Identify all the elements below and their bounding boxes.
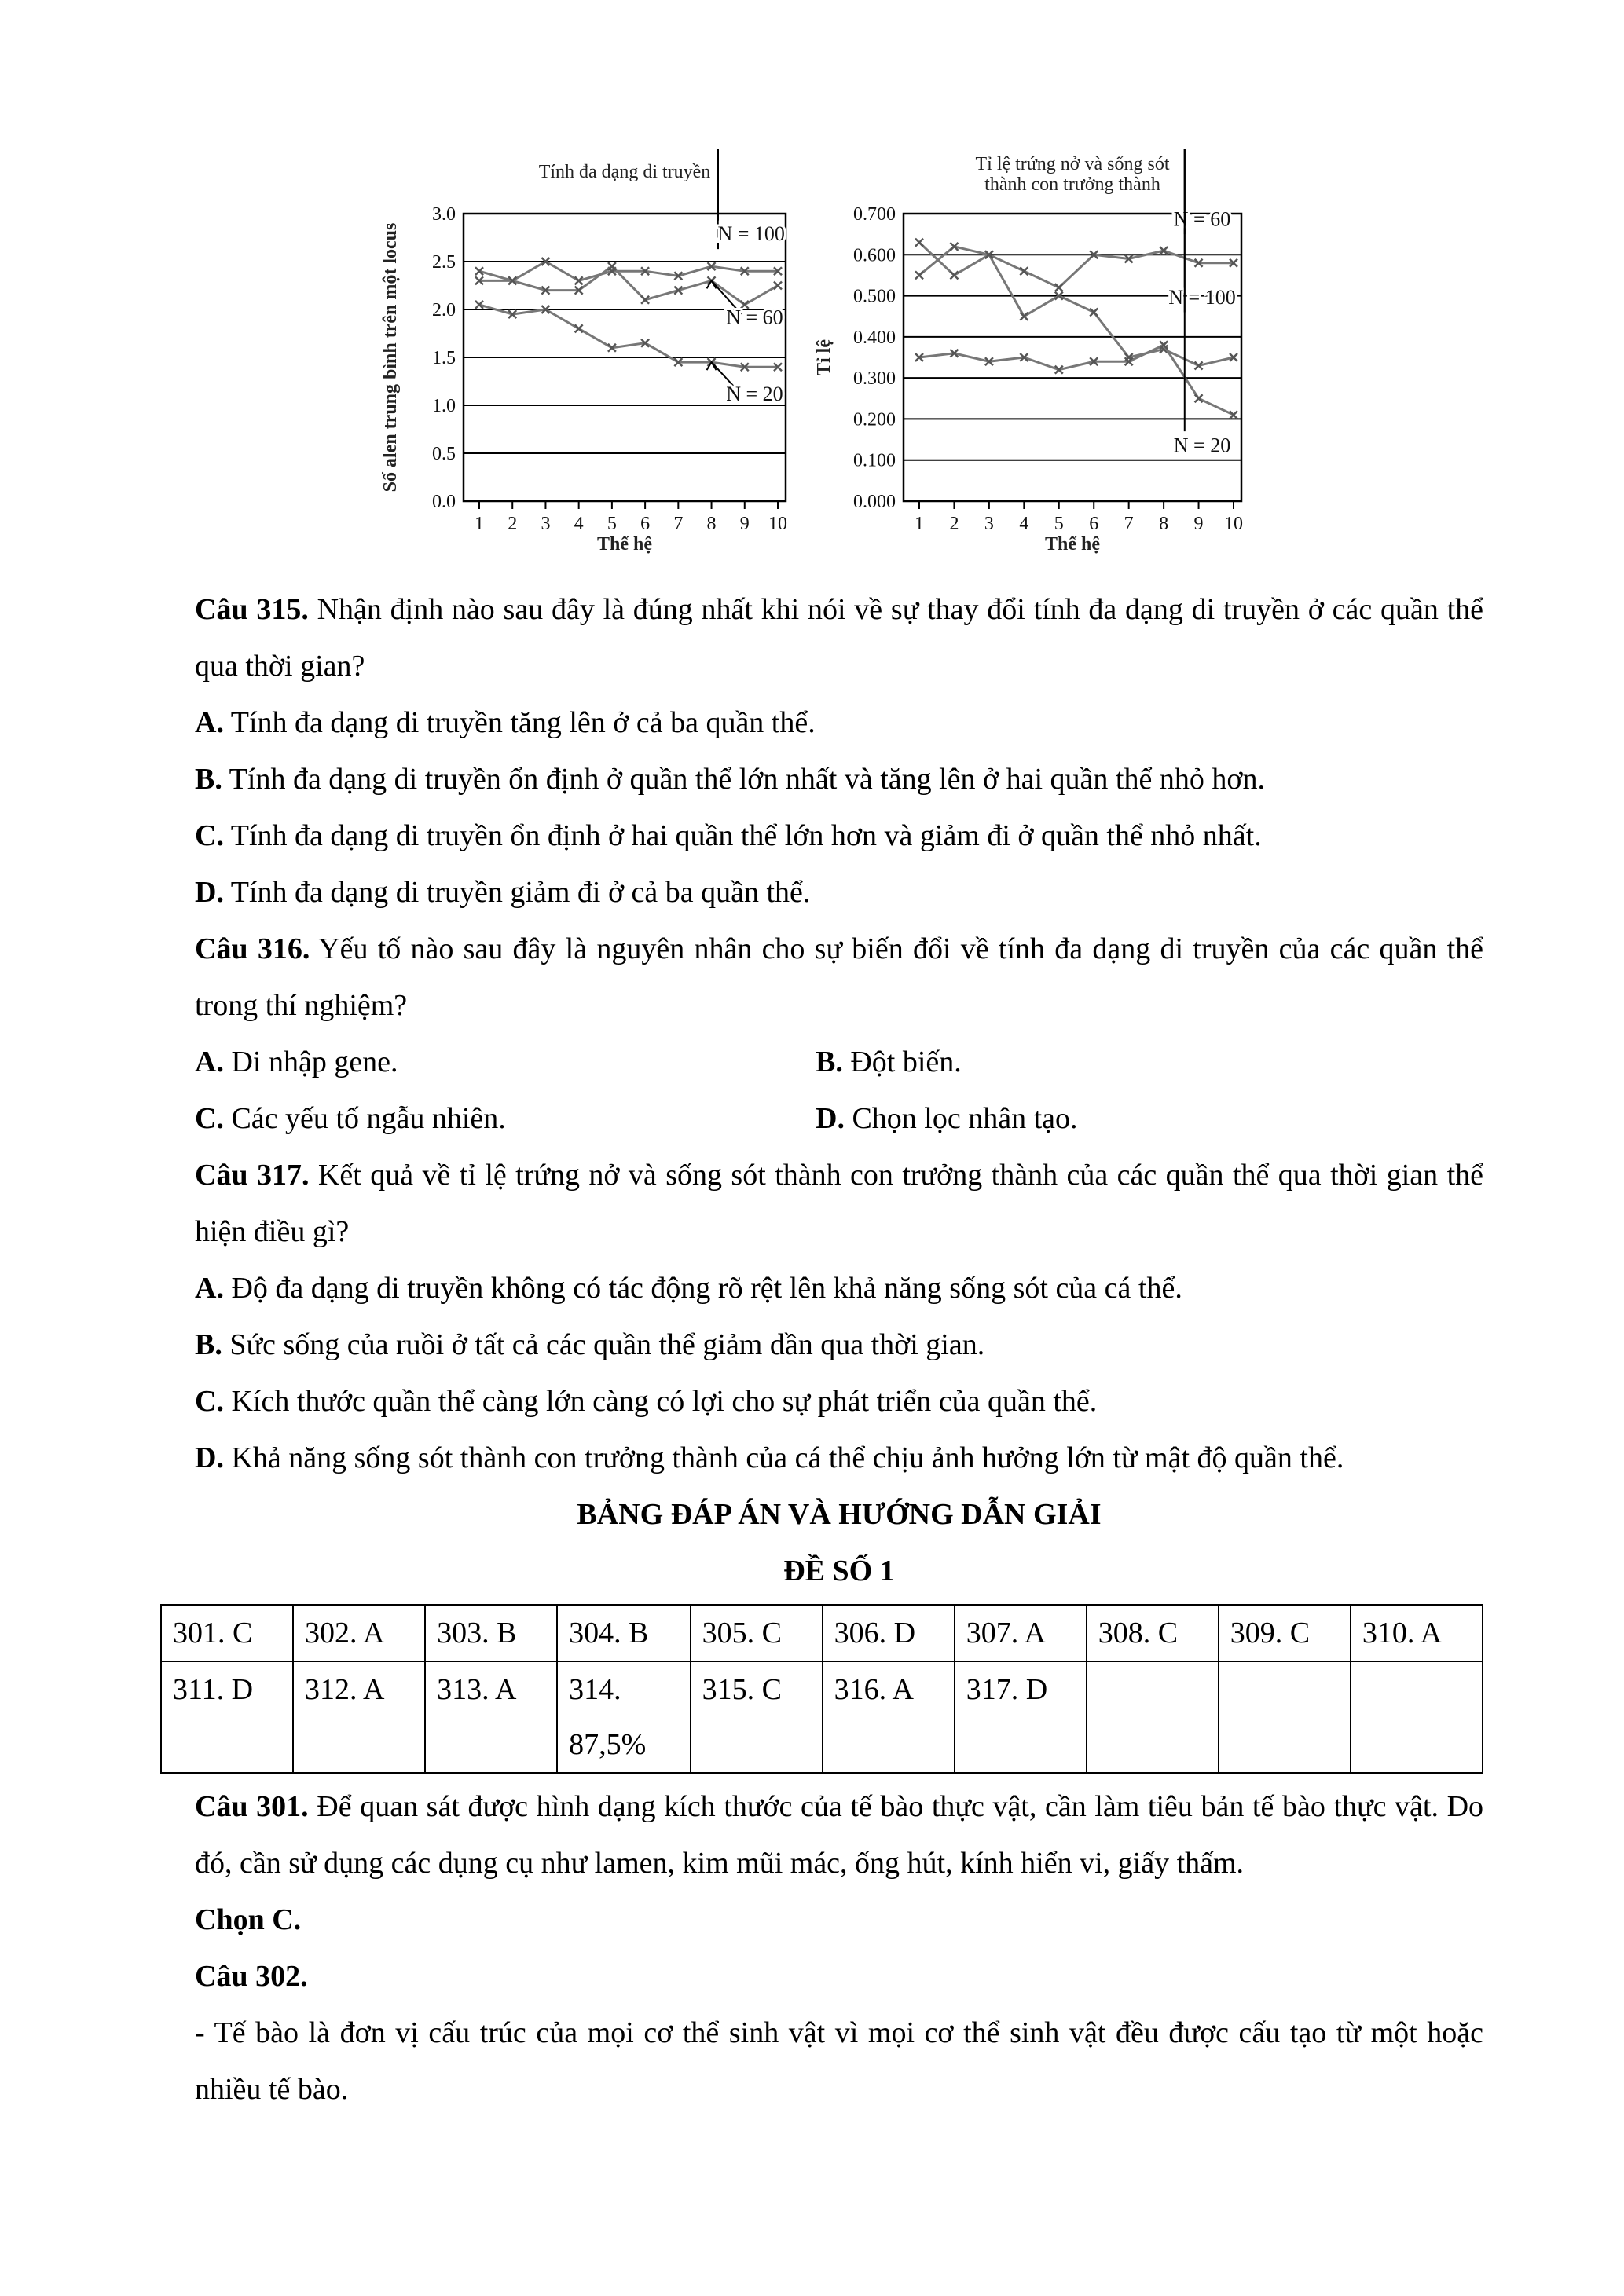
answer-cell: 312. A — [293, 1661, 425, 1773]
option-d — [195, 864, 1483, 921]
x-tick-label: 7 — [673, 514, 684, 534]
x-tick-label: 8 — [1159, 514, 1169, 534]
data-point — [915, 271, 923, 279]
option-key: A. — [195, 706, 224, 739]
solution-302 — [195, 1948, 1483, 2005]
y-tick-label: 0.500 — [853, 286, 896, 307]
option-c — [195, 807, 1483, 864]
answer-row — [161, 1661, 1483, 1773]
x-axis-label: Thế hệ — [596, 534, 653, 555]
option-b — [195, 751, 1483, 807]
y-tick-label: 2.5 — [432, 252, 456, 273]
answer-cell: 302. A — [293, 1605, 425, 1661]
options-row-cd — [195, 1090, 1483, 1147]
option-text: Các yếu tố ngẫu nhiên. — [223, 1102, 506, 1135]
y-axis-label: Số alen trung bình trên một locus — [380, 222, 401, 493]
option-key: C. — [195, 1385, 224, 1418]
question-content — [173, 581, 1484, 2118]
answer-cell: 316. A — [823, 1661, 955, 1773]
y-tick-label: 0.200 — [853, 409, 896, 430]
x-tick-label: 3 — [541, 514, 551, 534]
x-tick-label: 1 — [475, 514, 484, 534]
x-tick-label: 3 — [984, 514, 994, 534]
choice-label: Chọn C. — [195, 1903, 302, 1936]
x-tick-label: 10 — [1224, 514, 1243, 534]
data-point — [608, 262, 616, 270]
x-tick-label: 4 — [574, 514, 584, 534]
option-c — [195, 1090, 816, 1147]
option-text: Kích thước quần thể càng lớn càng có lợi cho sự phát triển của quần thể. — [223, 1385, 1098, 1418]
answer-cell: 309. C — [1219, 1605, 1351, 1661]
option-key: D. — [195, 876, 224, 909]
survival-rate-chart — [814, 149, 1257, 573]
option-text: Sức sống của ruồi ở tất cả các quần thể giảm dần qua thời gian. — [222, 1328, 985, 1361]
option-b — [195, 1316, 1483, 1373]
option-text: Tính đa dạng di truyền giảm đi ở cả ba quần thể. — [223, 876, 811, 909]
solution-text: Để quan sát được hình dạng kích thước của tế bào thực vật, cần làm tiêu bản tế bào thực vật. Do đó, cần sử dụng các dụng cụ như lamen, kim mũi mác, ống hút, kính hiển vi, giấy thấm. — [195, 1790, 1484, 1880]
x-tick-label: 2 — [949, 514, 959, 534]
data-point — [950, 271, 958, 279]
y-tick-label: 0.5 — [432, 444, 456, 464]
question-317 — [195, 1147, 1483, 1260]
option-text: Đột biến. — [842, 1045, 962, 1078]
option-text: Tính đa dạng di truyền ổn định ở quần thể lớn nhất và tăng lên ở hai quần thể nhỏ hơn. — [222, 763, 1265, 796]
option-key: C. — [195, 819, 224, 852]
series-label: N = 100 — [1168, 286, 1236, 309]
x-tick-label: 6 — [640, 514, 651, 534]
x-tick-label: 4 — [1019, 514, 1029, 534]
answer-cell: 307. A — [955, 1605, 1087, 1661]
option-key: D. — [816, 1102, 845, 1135]
option-text: Tính đa dạng di truyền ổn định ở hai quần thể lớn hơn và giảm đi ở quần thể nhỏ nhất. — [223, 819, 1262, 852]
option-a — [195, 1260, 1483, 1316]
answer-cell: 306. D — [823, 1605, 955, 1661]
chart-title: Tỉ lệ trứng nở và sống sót — [975, 154, 1170, 174]
question-label: Câu 317. — [195, 1159, 310, 1192]
y-tick-label: 0.0 — [432, 492, 456, 512]
x-tick-label: 8 — [706, 514, 717, 534]
y-tick-label: 3.0 — [432, 204, 456, 225]
series-label: N = 100 — [717, 222, 785, 246]
option-c — [195, 1373, 1483, 1430]
option-key: D. — [195, 1441, 224, 1474]
y-tick-label: 0.100 — [853, 450, 896, 471]
option-key: C. — [195, 1102, 224, 1135]
figure-charts — [361, 149, 1257, 573]
option-key: B. — [195, 763, 222, 796]
x-tick-label: 5 — [1054, 514, 1064, 534]
x-axis-label: Thế hệ — [1044, 534, 1101, 555]
answer-cell: 317. D — [955, 1661, 1087, 1773]
answer-cell — [1087, 1661, 1219, 1773]
option-text: Độ đa dạng di truyền không có tác động rõ rệt lên khả năng sống sót của cá thể. — [223, 1272, 1182, 1305]
answer-cell: 314. 87,5% — [557, 1661, 690, 1773]
option-d — [816, 1090, 1436, 1147]
genetic-diversity-chart — [361, 149, 801, 573]
answer-cell — [1219, 1661, 1351, 1773]
y-tick-label: 0.700 — [853, 204, 896, 225]
series-line — [919, 345, 1234, 415]
answer-cell: 304. B — [557, 1605, 690, 1661]
option-key: A. — [195, 1045, 224, 1078]
solution-301 — [195, 1778, 1483, 1891]
answer-cell: 313. A — [425, 1661, 557, 1773]
x-tick-label: 2 — [508, 514, 518, 534]
data-point — [774, 282, 782, 290]
y-tick-label: 1.5 — [432, 348, 456, 368]
chart-title: thành con trưởng thành — [984, 174, 1160, 195]
series-label: N = 60 — [1173, 207, 1231, 231]
y-tick-label: 1.0 — [432, 396, 456, 416]
options-row-ab — [195, 1034, 1483, 1090]
question-text: Yếu tố nào sau đây là nguyên nhân cho sự biến đổi về tính đa dạng di truyền của các quần thể trong thí nghiệm? — [195, 932, 1483, 1022]
x-tick-label: 9 — [739, 514, 750, 534]
series-line — [479, 262, 778, 280]
question-label: Câu 316. — [195, 932, 310, 965]
option-a — [195, 694, 1483, 751]
question-text: Kết quả về tỉ lệ trứng nở và sống sót thành con trưởng thành của các quần thể qua thời gian thể hiện điều gì? — [195, 1159, 1483, 1248]
x-tick-label: 6 — [1089, 514, 1099, 534]
x-tick-label: 7 — [1124, 514, 1134, 534]
chart-title: Tính đa dạng di truyền — [538, 162, 711, 182]
option-text: Tính đa dạng di truyền tăng lên ở cả ba quần thể. — [223, 706, 816, 739]
option-key: B. — [816, 1045, 843, 1078]
solution-label: Câu 302. — [195, 1960, 308, 1993]
answer-row — [161, 1605, 1483, 1661]
solution-301-choice — [195, 1891, 1483, 1948]
answers-heading: BẢNG ĐÁP ÁN VÀ HƯỚNG DẪN GIẢI — [577, 1498, 1102, 1531]
option-key: A. — [195, 1272, 224, 1305]
answer-cell: 310. A — [1351, 1605, 1483, 1661]
answer-cell: 311. D — [161, 1661, 293, 1773]
answer-cell — [1351, 1661, 1483, 1773]
answer-cell: 305. C — [691, 1605, 823, 1661]
y-tick-label: 0.300 — [853, 368, 896, 390]
option-text: Chọn lọc nhân tạo. — [844, 1102, 1078, 1135]
question-label: Câu 315. — [195, 593, 309, 626]
answer-cell: 303. B — [425, 1605, 557, 1661]
series-label: N = 20 — [1173, 434, 1231, 457]
x-tick-label: 5 — [607, 514, 617, 534]
data-point — [915, 239, 923, 247]
x-tick-label: 9 — [1193, 514, 1204, 534]
data-point — [575, 324, 583, 332]
y-axis-label: Tỉ lệ — [814, 339, 834, 375]
answer-cell: 308. C — [1087, 1605, 1219, 1661]
option-b — [816, 1034, 1436, 1090]
series-label: N = 60 — [726, 306, 783, 329]
option-text: Di nhập gene. — [223, 1045, 398, 1078]
answer-cell: 315. C — [691, 1661, 823, 1773]
option-d — [195, 1430, 1483, 1486]
series-label: N = 20 — [726, 382, 783, 405]
answer-cell: 301. C — [161, 1605, 293, 1661]
y-tick-label: 2.0 — [432, 300, 456, 320]
plot-frame — [904, 214, 1241, 501]
answer-table — [160, 1604, 1483, 1774]
y-tick-label: 0.000 — [853, 492, 896, 512]
question-text: Nhận định nào sau đây là đúng nhất khi nói về sự thay đổi tính đa dạng di truyền ở các quần thể qua thời gian? — [195, 593, 1483, 683]
solution-302-text: - Tế bào là đơn vị cấu trúc của mọi cơ thể sinh vật vì mọi cơ thể sinh vật đều được cấu tạo từ một hoặc nhiều tế bào. — [195, 2016, 1483, 2106]
option-text: Khả năng sống sót thành con trưởng thành của cá thể chịu ảnh hưởng lớn từ mật độ quần thể. — [223, 1441, 1344, 1474]
y-tick-label: 0.600 — [853, 245, 896, 266]
option-key: B. — [195, 1328, 222, 1361]
y-tick-label: 0.400 — [853, 327, 896, 348]
x-tick-label: 10 — [768, 514, 787, 534]
question-315 — [195, 581, 1483, 694]
answers-subheading: ĐỀ SỐ 1 — [783, 1554, 895, 1587]
data-point — [1020, 313, 1028, 320]
option-a — [195, 1034, 816, 1090]
x-tick-label: 1 — [915, 514, 924, 534]
solution-label: Câu 301. — [195, 1790, 309, 1823]
question-316 — [195, 921, 1483, 1034]
